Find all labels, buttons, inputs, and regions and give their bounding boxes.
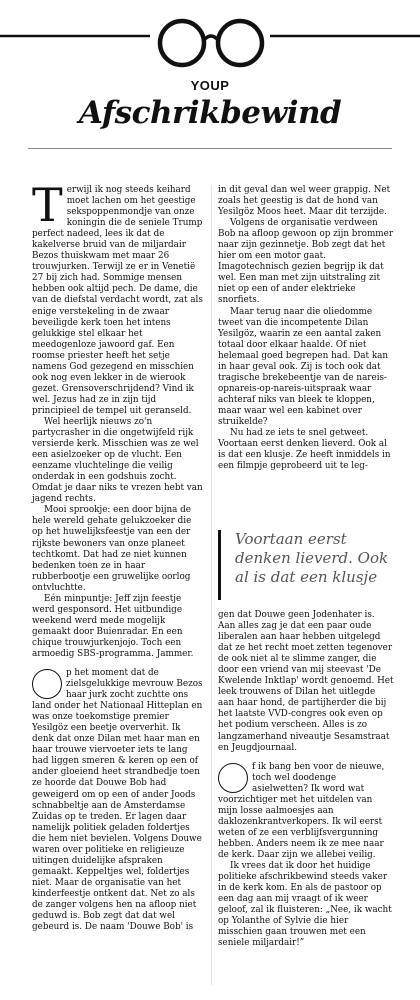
- paragraph: Maar terug naar die oliedomme tweet van die incompetente Dilan Yesilgöz, waarin ze een aantal zaken totaal door elkaar haalde. Of niet helemaal goed begrepen had. Dat kan in haar geval ook. Zij is toch ook dat tragische brekebeentje van de nareis-opnareis-op-nareis-uitspraak waar achteraf niks van bleek te kloppen, maar waar wel een kabinet over struikelde?: [218, 306, 389, 427]
- title-divider: [28, 148, 392, 149]
- article-column-left: [32, 178, 204, 933]
- paragraph: Wel heerlijk nieuws zo'n partycrasher in die ongetwijfeld rijk versierde kerk. Misschien was ze wel een asielzoeker op de vlucht. Een eenzame vluchtelinge die veilig onderdak in een godshuis zocht. Omdat je daar niks te vrezen hebt van jagend rechts.: [32, 416, 203, 505]
- paragraph: Nu had ze iets te snel getweet. Voortaan eerst denken lieverd. Ook al is dat een klusje. Ze heeft inmiddels in een filmpje geprobeerd uit te leg-: [218, 428, 391, 472]
- paragraph: f ik bang ben voor de nieuwe, toch wel doodenge asielwetten? Ik word wat voorzichtiger met het uitdelen van mijn losse aalmoesjes aan daklozenkrantverkopers. Ik wil eerst weten of ze een verblijfsvergunning hebben. Anders neem ik ze mee naar de kerk. Daar zijn we allebei veilig.: [218, 761, 385, 860]
- article-title: Afschrikbewind: [78, 95, 342, 131]
- author-kicker: YOUP: [190, 78, 230, 93]
- drop-cap-circle: [32, 669, 62, 699]
- pull-quote: Voortaan eerst denken lieverd. Ook al is dat een klusje: [218, 530, 394, 600]
- paragraph: gen dat Douwe geen Jodenhater is. Aan alles zag je dat een paar oude liberalen aan haar hebben uitgelegd dat ze het recht moet zetten tegenover de ook niet al te slimme zanger, die door een vriend van mij steevast 'De Kwelende Inktlap' wordt genoemd. Het leek trouwens of Dilan het uitlegde aan haar hond, de partijherder die bij het laatste VVD-congres ook even op het podium verscheen. Alles is zo langzamerhand niveautje Sesamstraat en Jeugdjournaal.: [218, 610, 394, 753]
- column-divider: [211, 185, 212, 985]
- paragraph: Eén minpuntje: Jeff zijn feestje werd gesponsord. Het uitbundige weekend werd mede mogelijk gemaakt door Buienradar. En een chique trouwjurkenjojo. Toch een armoedig SBS-programma. Jammer.: [32, 593, 194, 659]
- paragraph: Mooi sprookje: een door bijna de hele wereld gehate gelukzoeker die op het huwelijksfeestje van een der rijkste bewoners van onze planeet techtkomt. Dat had ze niet kunnen bedenken toen ze in haar rubberbootje een gruwelijke oorlog ontvluchtte.: [32, 505, 192, 593]
- paragraph: p het moment dat de zielsgelukkige mevrouw Bezos haar jurk zocht zuchtte ons land onder het Nationaal Hitteplan en was onze toekomstige premier Yesilgöz een beetje oververhit. Ik denk dat onze Dilan met haar man en haar trouwe viervoeter iets te lang had liggen smeren & keren op een of ander gloeiend heet strandbedje toen ze hoorde dat Douwe Bob had geweigerd om op een of ander Joods schnabbeltje aan de Amsterdamse Zuidas op te treden. Er lagen daar namelijk politiek geladen foldertjes die hem niet bevielen. Volgens Douwe waren over politieke en religieuze uitingen duidelijke afspraken gemaakt. Keppeltjes wel, foldertjes niet. Maar de organisatie van het kinderfeestje ontkent dat. Net zo als de zanger volgens hen na afloop niet geduwd is. Bob zegt dat dat wel gebeurd is. De naam 'Douwe Bob' is: [32, 668, 203, 933]
- paragraph: Ik vrees dat ik door het huidige politieke afschrikbewind steeds vaker in de kerk kom. En als de pastoor op een dag aan mij vraagt of ik weer geloof, zal ik fluisteren: „Nee, ik wacht op Yolanthe of Sylvie die hier misschien gaan trouwen met een seniele miljardair!”: [218, 861, 392, 949]
- article-column-right-top: [218, 185, 394, 472]
- drop-cap-circle: [218, 763, 248, 793]
- paragraph: in dit geval dan wel weer grappig. Net zoals het geestig is dat de hond van Yesilgöz Moos heet. Maar dit terzijde.: [218, 185, 391, 218]
- drop-cap: T: [32, 178, 63, 232]
- paragraph: Terwijl ik nog steeds keihard moet lachen om het geestige sekspoppenmondje van onze koningin die de seniele Trump perfect nadeed, lees ik dat de kakelverse bruid van de miljardair Bezos thuiskwam met maar 26 trouwjurken. Terwijl ze er in Venetië 27 bij zich had. Sommige mensen hebben ook altijd pech. De dame, die van de diefstal verdacht wordt, zat als enige verstekeling in de zwaar beveiligde kerk toen het intens gelukkige stel elkaar het meedogenloze jawoord gaf. Een roomse priester heeft het setje namens God gezegend en misschien ook nog even lekker in de wierook gezet. Grensoverschrijdend? Vind ik wel. Jezus had ze in zijn tijd principieel de tempel uit geranseld.: [32, 178, 203, 416]
- glasses-icon: [0, 10, 420, 72]
- article-column-right-bottom: [218, 610, 394, 949]
- paragraph: Volgens de organisatie verdween Bob na afloop gewoon op zijn brommer naar zijn gezinnetje. Bob zegt dat het hier om een motor gaat. Imagotechnisch gezien begrijp ik dat wel. Een man met zijn uitstraling zit niet op een of ander elektrieke snorfiets.: [218, 218, 394, 306]
